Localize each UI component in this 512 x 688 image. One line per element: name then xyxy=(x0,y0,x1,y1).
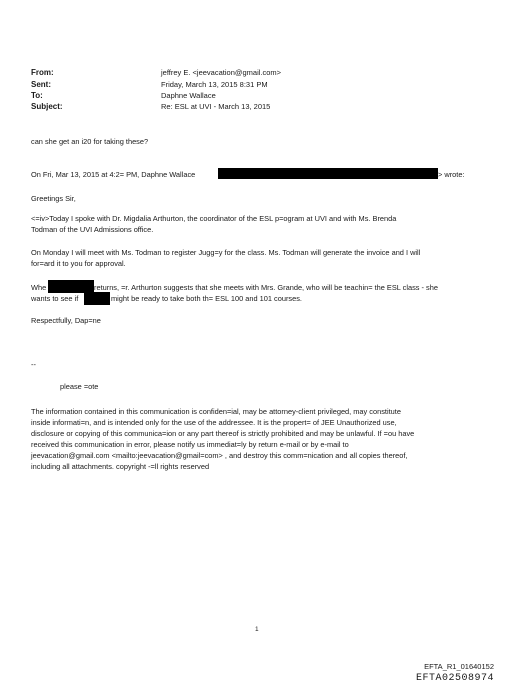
sent-value: Friday, March 13, 2015 8:31 PM xyxy=(161,80,268,89)
disclaimer-line: jeevacation@gmail.com <mailto:jeevacation@gmail=com> , and destroy this comm=nication and all copies thereof, xyxy=(31,451,408,460)
para3-line2-a: wants to see if xyxy=(31,294,79,303)
para2-line2: for=ard it to you for approval. xyxy=(31,259,126,268)
para3-line1-b: returns, =r. Arthurton suggests that she meets with Mrs. Grande, who will be teachin= the ESL class - she xyxy=(94,283,438,292)
para3-line1-a: Whe xyxy=(31,283,47,292)
para3-line2-b: might be ready to take both th= ESL 100 and 101 courses. xyxy=(111,294,302,303)
redaction-email xyxy=(218,168,438,179)
please-note: please =ote xyxy=(60,382,99,391)
redaction-name-2 xyxy=(84,292,110,305)
greeting: Greetings Sir, xyxy=(31,194,76,203)
footer-id-1: EFTA_R1_01640152 xyxy=(424,662,494,671)
signature-separator: -- xyxy=(31,360,36,369)
para2-line1: On Monday I will meet with Ms. Todman to register Jugg=y for the class. Ms. Todman will generate the invoice and I will xyxy=(31,248,421,257)
to-value: Daphne Wallace xyxy=(161,91,216,100)
closing: Respectfully, Dap=ne xyxy=(31,316,101,325)
to-label: To: xyxy=(31,91,43,100)
reply-line: can she get an i20 for taking these? xyxy=(31,137,149,146)
disclaimer-line: disclosure or copying of this communica=ion or any part thereof is strictly prohibited and may be unlawful. If =ou have xyxy=(31,429,415,438)
subject-label: Subject: xyxy=(31,102,63,111)
sent-label: Sent: xyxy=(31,80,51,89)
disclaimer-line: inside informati=n, and is intended only for the use of the addressee. It is the propert= of JEE Unauthorized use, xyxy=(31,418,397,427)
disclaimer-line: received this communication in error, please notify us immediat=ly by return e-mail or by e-mail to xyxy=(31,440,349,449)
from-label: From: xyxy=(31,68,54,77)
footer-id-2: EFTA02508974 xyxy=(415,673,494,684)
quote-intro-post: > wrote: xyxy=(438,170,465,179)
para1-line1: <=iv>Today I spoke with Dr. Migdalia Arthurton, the coordinator of the ESL p=ogram at UVI and with Ms. Brenda xyxy=(31,214,397,223)
para1-line2: Todman of the UVI Admissions office. xyxy=(31,225,154,234)
disclaimer-line: The information contained in this communication is confiden=ial, may be attorney-client privileged, may constitute xyxy=(31,407,401,416)
quote-intro-pre: On Fri, Mar 13, 2015 at 4:2= PM, Daphne Wallace xyxy=(31,170,196,179)
page-number: 1 xyxy=(255,626,259,633)
disclaimer-line: including all attachments. copyright -=ll rights reserved xyxy=(31,462,210,471)
from-value: jeffrey E. <jeevacation@gmail.com> xyxy=(161,68,282,77)
subject-value: Re: ESL at UVI - March 13, 2015 xyxy=(161,102,271,111)
